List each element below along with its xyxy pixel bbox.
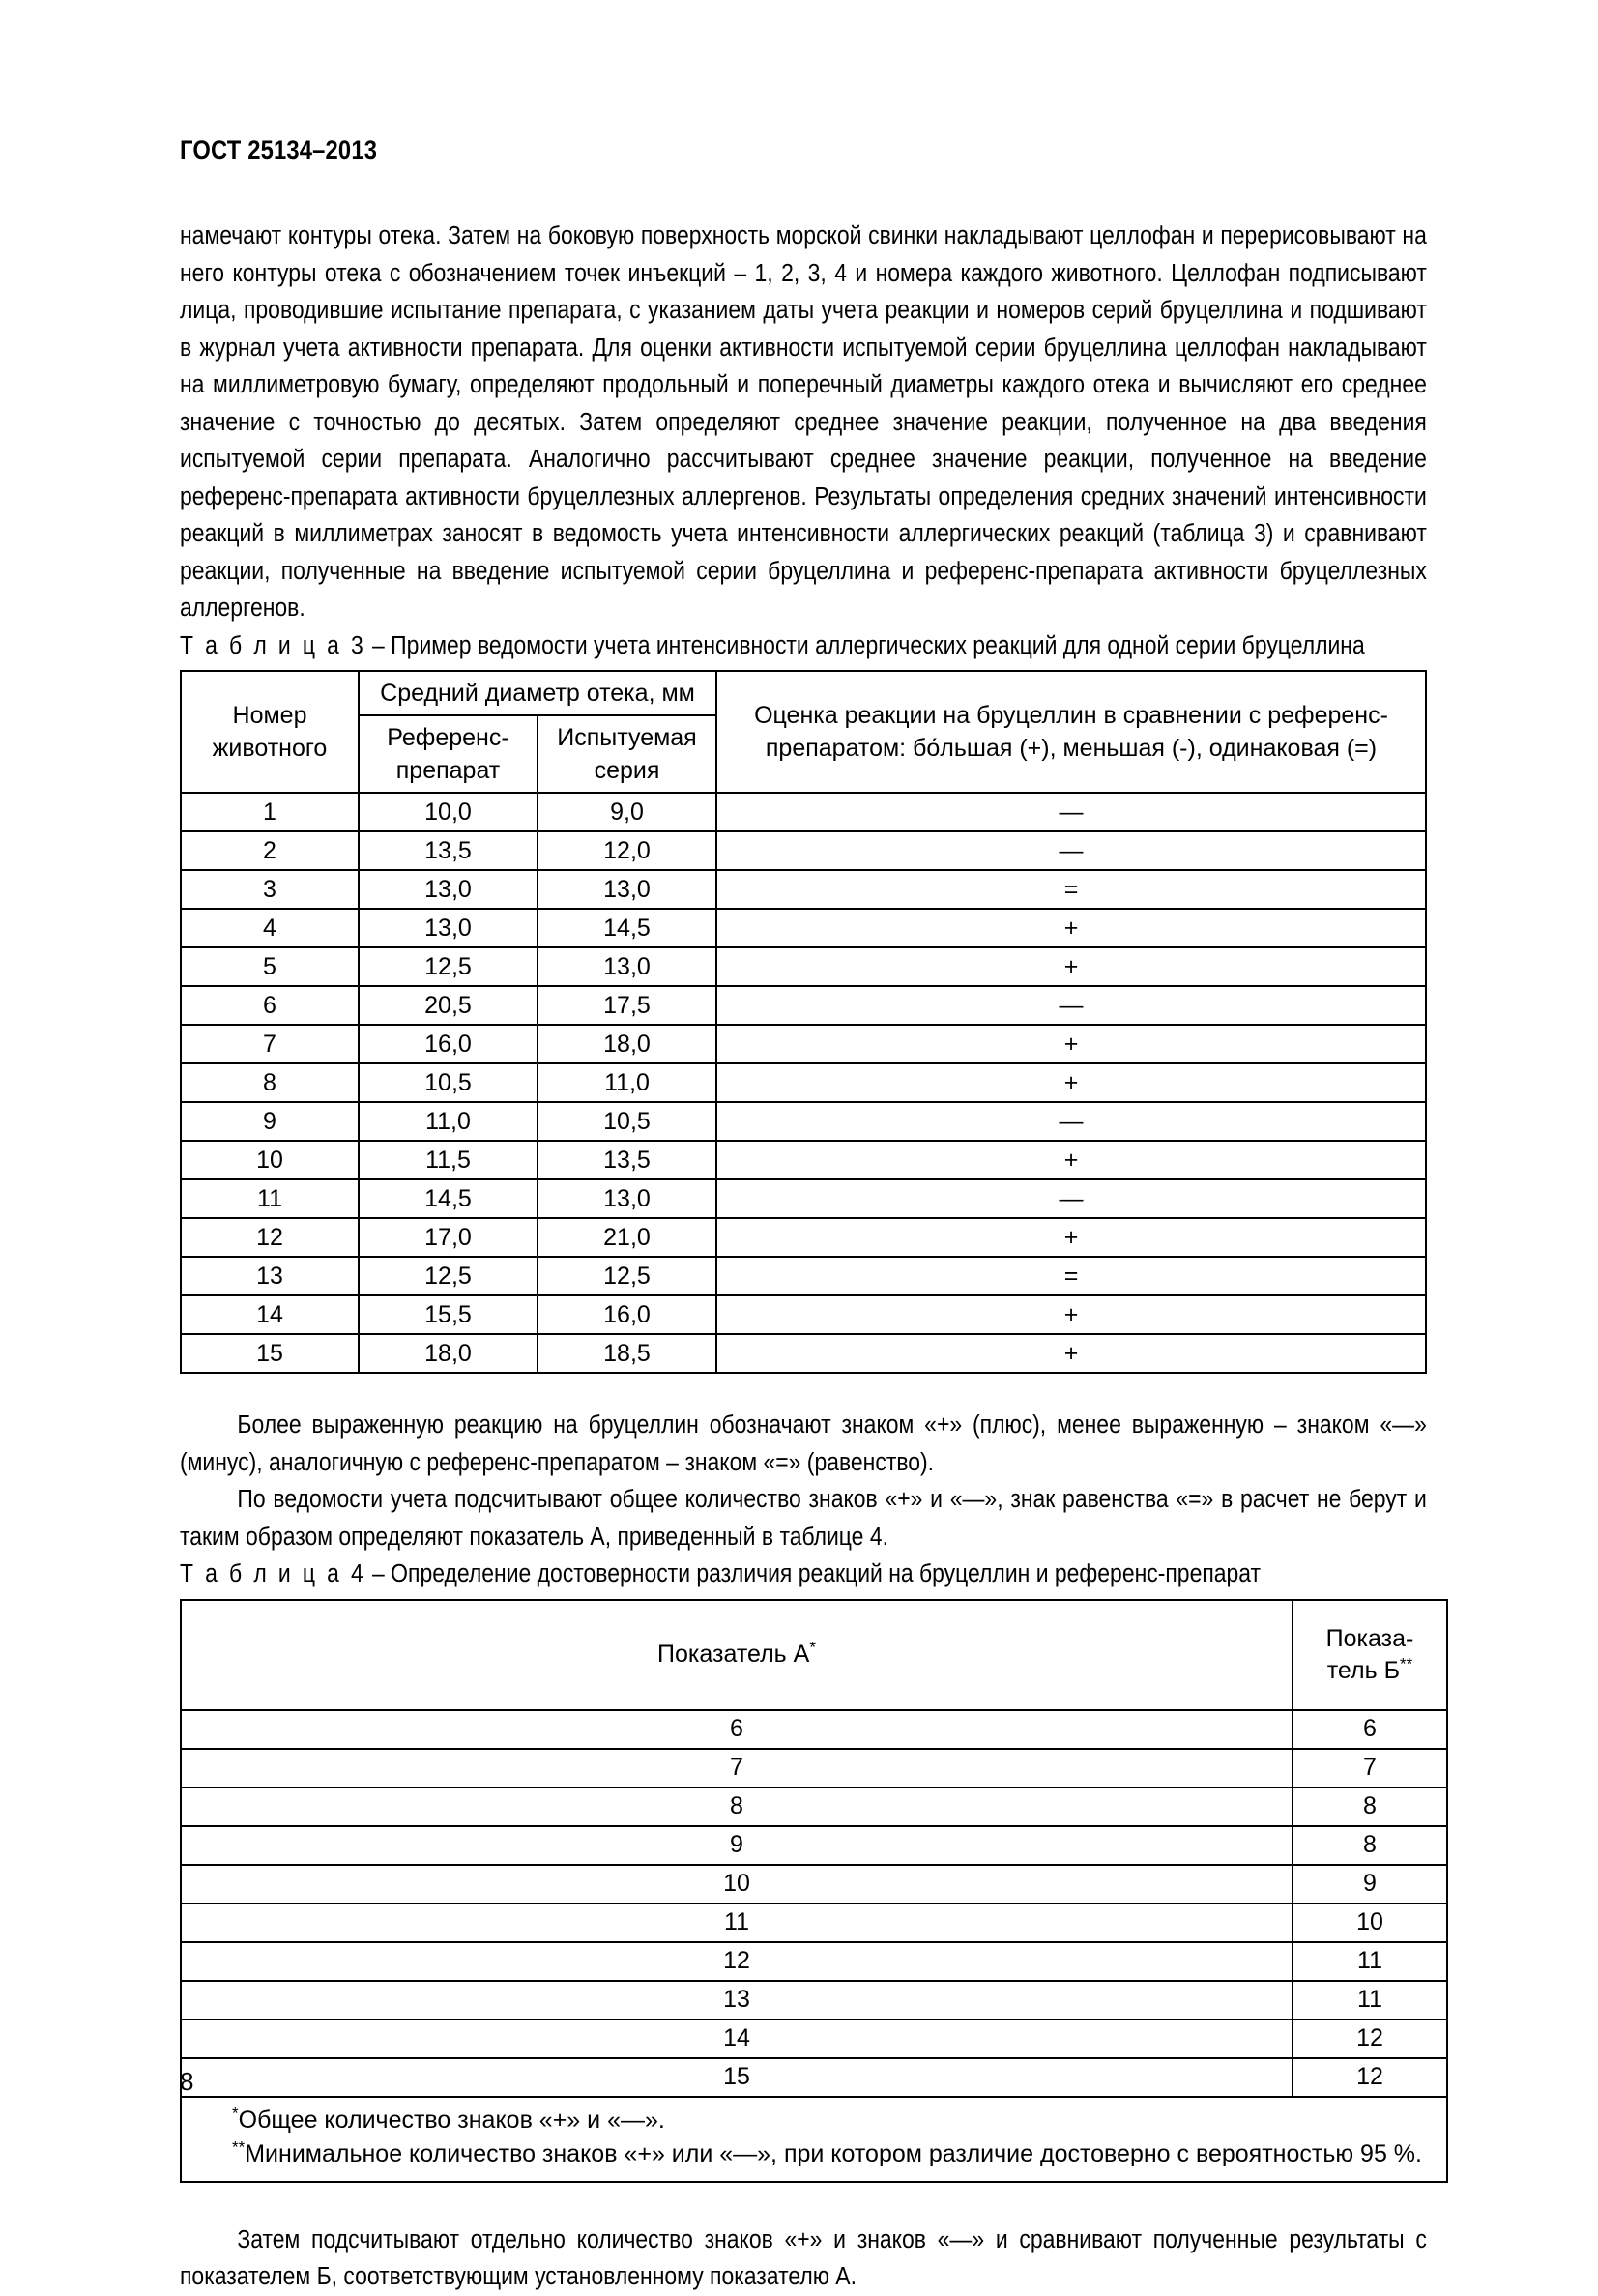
table3-cell-number: 7	[181, 1025, 359, 1063]
table-row	[181, 1179, 1426, 1218]
table4-cell-indicator-a: 11	[181, 1904, 1293, 1942]
table3-cell-number: 2	[181, 831, 359, 870]
table3-cell-number: 15	[181, 1334, 359, 1373]
table3-cell-reference: 20,5	[359, 986, 538, 1025]
table3-body	[181, 793, 1426, 1373]
table4-header-indicator-b-line1: Показа-	[1325, 1624, 1414, 1652]
table3-cell-test: 13,0	[538, 870, 716, 909]
table3-cell-test: 17,5	[538, 986, 716, 1025]
table3-cell-reference: 13,0	[359, 909, 538, 947]
table3-cell-evaluation: +	[716, 947, 1426, 986]
table3-cell-reference: 11,0	[359, 1102, 538, 1141]
table4-cell-indicator-a: 9	[181, 1826, 1293, 1865]
table3-cell-evaluation: +	[716, 1295, 1426, 1334]
footnote-marker-1: *	[809, 1638, 816, 1657]
table4-footnote-2-text: Минимальное количество знаков «+» или «—», при котором различие достоверно с вероятностью 95 %.	[245, 2139, 1422, 2167]
table-row	[181, 986, 1426, 1025]
table-row	[181, 1710, 1447, 1749]
table3-cell-reference: 12,5	[359, 947, 538, 986]
page-content	[180, 135, 1427, 2296]
footnote-ref-1: *	[232, 2104, 239, 2123]
paragraph-conclusion: Затем подсчитывают отдельно количество знаков «+» и знаков «—» и сравнивают полученные результаты с показателем Б, соответствующим установленному показателю А.	[180, 2225, 1427, 2290]
footnote-ref-2: **	[232, 2137, 246, 2157]
table3-cell-number: 3	[181, 870, 359, 909]
table-row	[181, 1865, 1447, 1904]
table3-header-animal-number: Номер животного	[181, 671, 359, 793]
table3-cell-number: 9	[181, 1102, 359, 1141]
paragraph-intro: намечают контуры отека. Затем на боковую поверхность морской свинки накладывают целлофан и перерисовывают на него контуры отека с обозначением точек инъекций – 1, 2, 3, 4 и номера каждого животного. Целлофан подписывают лица, проводившие испытание препарата, с указанием даты учета реакции и номеров серий бруцеллина и подшивают в журнал учета активности препарата. Для оценки активности испытуемой серии бруцеллина целлофан накладывают на миллиметровую бумагу, определяют продольный и поперечный диаметры каждого отека и вычисляют его среднее значение с точностью до десятых. Затем определяют среднее значение реакции, полученное на два введения испытуемой серии препарата. Аналогично рассчитывают среднее значение реакции, полученное на введение референс-препарата активности бруцеллезных аллергенов. Результаты определения средних значений интенсивности реакций в миллиметрах заносят в ведомость учета интенсивности аллергических реакций (таблица 3) и сравнивают реакции, полученные на введение испытуемой серии бруцеллина и референс-препарата активности бруцеллезных аллергенов.	[180, 222, 1427, 622]
table3-cell-number: 13	[181, 1257, 359, 1295]
table4-cell-indicator-b: 11	[1293, 1942, 1447, 1981]
table3-cell-evaluation: =	[716, 1257, 1426, 1295]
table-row	[181, 831, 1426, 870]
table-row	[181, 1295, 1426, 1334]
table-row	[181, 1102, 1426, 1141]
paragraph-signs: Более выраженную реакцию на бруцеллин обозначают знаком «+» (плюс), менее выраженную – знаком «—» (минус), аналогичную с референс-препаратом – знаком «=» (равенство).	[180, 1411, 1427, 1476]
table3-cell-evaluation: =	[716, 870, 1426, 909]
table3-cell-number: 12	[181, 1218, 359, 1257]
table3-cell-reference: 14,5	[359, 1179, 538, 1218]
table3-cell-test: 21,0	[538, 1218, 716, 1257]
table3-cell-evaluation: +	[716, 1063, 1426, 1102]
table3-cell-evaluation: +	[716, 1334, 1426, 1373]
table3-cell-test: 12,5	[538, 1257, 716, 1295]
table-row	[181, 1787, 1447, 1826]
table-row	[181, 1942, 1447, 1981]
table3-cell-test: 10,5	[538, 1102, 716, 1141]
table3-cell-reference: 11,5	[359, 1141, 538, 1179]
table-row	[181, 1334, 1426, 1373]
table-row	[181, 1904, 1447, 1942]
table4-cell-indicator-b: 8	[1293, 1787, 1447, 1826]
table-row	[181, 1749, 1447, 1787]
table-row	[181, 1141, 1426, 1179]
table3-cell-test: 16,0	[538, 1295, 716, 1334]
table3-cell-test: 18,0	[538, 1025, 716, 1063]
table3-cell-number: 6	[181, 986, 359, 1025]
table3-cell-test: 13,0	[538, 947, 716, 986]
table4-cell-indicator-b: 7	[1293, 1749, 1447, 1787]
table3-header-reference-drug: Референс-препарат	[359, 715, 538, 793]
table-row	[181, 947, 1426, 986]
table3-cell-evaluation: +	[716, 1141, 1426, 1179]
table3-cell-evaluation: —	[716, 1102, 1426, 1141]
table4-footnote-2	[191, 2137, 1437, 2171]
table3-cell-number: 5	[181, 947, 359, 986]
page-number: 8	[180, 2067, 194, 2096]
table4-footnotes	[181, 2097, 1447, 2182]
table3-cell-test: 9,0	[538, 793, 716, 831]
table4-body	[181, 1710, 1447, 2097]
table-row	[181, 1063, 1426, 1102]
table3-cell-number: 11	[181, 1179, 359, 1218]
table4-cell-indicator-a: 12	[181, 1942, 1293, 1981]
table4-header-indicator-a	[181, 1600, 1293, 1710]
table4-cell-indicator-b: 11	[1293, 1981, 1447, 2020]
standard-header: ГОСТ 25134–2013	[180, 135, 378, 164]
table3-cell-reference: 16,0	[359, 1025, 538, 1063]
table4-cell-indicator-b: 12	[1293, 2020, 1447, 2058]
table3-cell-test: 11,0	[538, 1063, 716, 1102]
footnote-marker-2: **	[1399, 1654, 1413, 1673]
table3-cell-evaluation: —	[716, 831, 1426, 870]
table3-cell-test: 13,0	[538, 1179, 716, 1218]
table4-cell-indicator-b: 6	[1293, 1710, 1447, 1749]
table-row	[181, 1981, 1447, 2020]
table3-cell-number: 8	[181, 1063, 359, 1102]
table3-cell-reference: 15,5	[359, 1295, 538, 1334]
table-row	[181, 793, 1426, 831]
table4-cell-indicator-b: 9	[1293, 1865, 1447, 1904]
table4-cell-indicator-a: 6	[181, 1710, 1293, 1749]
table-row	[181, 1218, 1426, 1257]
table3-cell-reference: 18,0	[359, 1334, 538, 1373]
table3-caption-label: Т а б л и ц а 3	[180, 631, 366, 659]
table3-caption-text: – Пример ведомости учета интенсивности аллергических реакций для одной серии бруцеллина	[372, 631, 1365, 659]
table3-cell-evaluation: +	[716, 1025, 1426, 1063]
table4-cell-indicator-b: 8	[1293, 1826, 1447, 1865]
table4	[180, 1599, 1448, 2183]
table3-header-test-series: Испытуемая серия	[538, 715, 716, 793]
table3-cell-evaluation: —	[716, 986, 1426, 1025]
table3-cell-reference: 10,0	[359, 793, 538, 831]
table3-cell-reference: 13,0	[359, 870, 538, 909]
table3-header-evaluation: Оценка реакции на бруцеллин в сравнении с референс-препаратом: бо́льшая (+), меньшая (-), одинаковая (=)	[716, 671, 1426, 793]
table4-caption	[180, 1555, 1427, 1593]
table-row	[181, 2020, 1447, 2058]
table3-cell-test: 14,5	[538, 909, 716, 947]
table3-cell-evaluation: —	[716, 793, 1426, 831]
table4-cell-indicator-a: 13	[181, 1981, 1293, 2020]
table3-cell-number: 14	[181, 1295, 359, 1334]
table3-cell-test: 18,5	[538, 1334, 716, 1373]
table3-cell-test: 13,5	[538, 1141, 716, 1179]
table3-cell-reference: 13,5	[359, 831, 538, 870]
table4-cell-indicator-a: 15	[181, 2058, 1293, 2097]
table4-header-indicator-b	[1293, 1600, 1447, 1710]
table-row	[181, 1025, 1426, 1063]
table3-cell-evaluation: +	[716, 909, 1426, 947]
table4-cell-indicator-b: 12	[1293, 2058, 1447, 2097]
table-row	[181, 909, 1426, 947]
table3-header-row-1	[181, 671, 1426, 715]
table3-cell-number: 10	[181, 1141, 359, 1179]
table4-caption-text: – Определение достоверности различия реакций на бруцеллин и референс-препарат	[372, 1560, 1262, 1587]
paragraph-indicator-a: По ведомости учета подсчитывают общее количество знаков «+» и «—», знак равенства «=» в расчет не берут и таким образом определяют показатель А, приведенный в таблице 4.	[180, 1486, 1427, 1551]
table4-footnote-1-text: Общее количество знаков «+» и «—».	[238, 2106, 665, 2134]
table3-cell-reference: 17,0	[359, 1218, 538, 1257]
table3-header-mean-diameter: Средний диаметр отека, мм	[359, 671, 716, 715]
table3-cell-evaluation: +	[716, 1218, 1426, 1257]
table4-cell-indicator-a: 10	[181, 1865, 1293, 1904]
table4-footnote-1	[191, 2104, 1437, 2137]
table3-container	[180, 670, 1427, 1374]
table4-footnotes-row	[181, 2097, 1447, 2182]
table4-cell-indicator-a: 8	[181, 1787, 1293, 1826]
table-row	[181, 2058, 1447, 2097]
table4-cell-indicator-a: 7	[181, 1749, 1293, 1787]
table3-cell-test: 12,0	[538, 831, 716, 870]
table4-cell-indicator-a: 14	[181, 2020, 1293, 2058]
table4-cell-indicator-b: 10	[1293, 1904, 1447, 1942]
table3-caption	[180, 627, 1427, 665]
table4-header-row	[181, 1600, 1447, 1710]
table3-cell-reference: 10,5	[359, 1063, 538, 1102]
table-row	[181, 1826, 1447, 1865]
table3-cell-reference: 12,5	[359, 1257, 538, 1295]
table3-cell-number: 4	[181, 909, 359, 947]
table-row	[181, 1257, 1426, 1295]
table3-cell-evaluation: —	[716, 1179, 1426, 1218]
table4-container	[180, 1599, 1427, 2183]
table4-caption-label: Т а б л и ц а 4	[180, 1560, 366, 1587]
table3	[180, 670, 1427, 1374]
table4-header-indicator-b-line2: тель Б	[1326, 1656, 1400, 1684]
table4-header-indicator-a-text: Показатель А	[657, 1641, 810, 1668]
table3-cell-number: 1	[181, 793, 359, 831]
table-row	[181, 870, 1426, 909]
